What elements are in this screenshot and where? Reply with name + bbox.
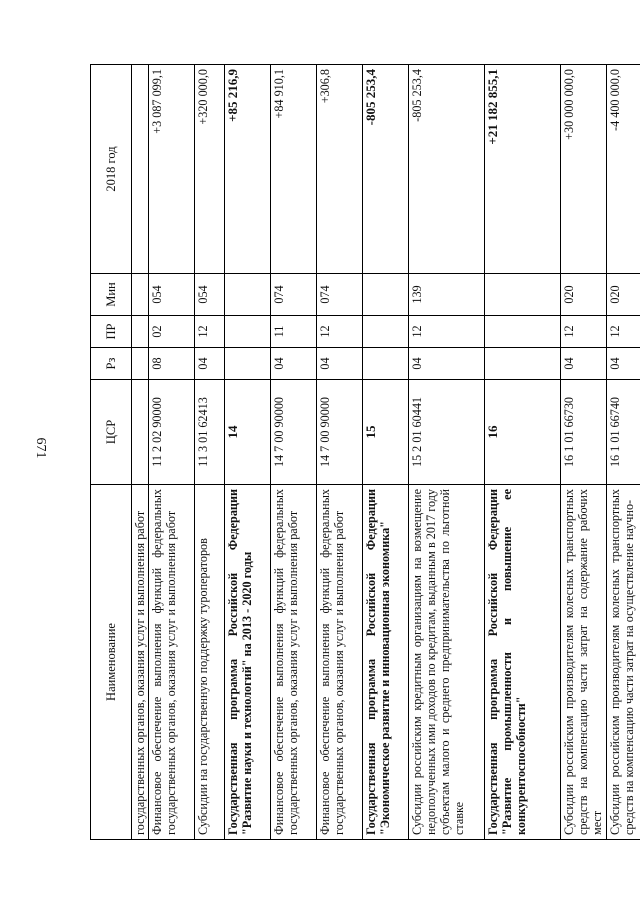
cell-min <box>271 274 317 316</box>
cell-pr-text: 11 <box>272 325 287 338</box>
cell-value <box>317 65 363 274</box>
header-year: 2018 год <box>91 65 132 274</box>
cell-csr-text: 15 2 01 60441 <box>410 396 425 468</box>
table-row <box>485 65 561 840</box>
cell-min-text: 139 <box>410 285 425 304</box>
cell-min-text <box>225 274 227 315</box>
table-row <box>409 65 485 840</box>
cell-value-text <box>132 65 134 273</box>
cell-csr-text: 15 <box>363 425 379 439</box>
cell-pr-text <box>363 316 365 347</box>
cell-name-text: Субсидии на государственную поддержку туроператоров <box>196 538 211 835</box>
cell-pr <box>561 316 607 348</box>
header-min: Мин <box>91 274 132 316</box>
cell-rz-text: 04 <box>410 357 425 370</box>
cell-name-text: Финансовое обеспечение выполнения функций федеральных государственных органов, оказания услуг и выполнения работ <box>272 489 301 835</box>
cell-min-text: 054 <box>150 285 165 304</box>
cell-rz <box>317 348 363 380</box>
cell-csr-text: 14 <box>225 425 241 439</box>
cell-pr-text: 12 <box>410 325 425 338</box>
table-row <box>363 65 409 840</box>
cell-name <box>225 485 271 840</box>
cell-rz <box>132 348 149 380</box>
cell-rz-text <box>225 348 227 379</box>
cell-pr <box>607 316 640 348</box>
cell-min-text: 074 <box>318 285 333 304</box>
table-row <box>271 65 317 840</box>
cell-min-text: 020 <box>562 285 577 304</box>
cell-value <box>561 65 607 274</box>
cell-value-text: +320 000,0 <box>196 69 211 125</box>
cell-min-text: 020 <box>608 285 623 304</box>
cell-pr-text: 02 <box>150 325 165 338</box>
cell-name-text: Государственная программа Российской Федерации "Экономическое развитие и инновационная экономика" <box>364 489 393 835</box>
cell-name <box>485 485 561 840</box>
cell-pr-text: 12 <box>608 325 623 338</box>
cell-pr-text <box>485 316 487 347</box>
cell-csr <box>317 380 363 485</box>
cell-name <box>363 485 409 840</box>
cell-value <box>607 65 640 274</box>
cell-pr <box>363 316 409 348</box>
table-row <box>607 65 640 840</box>
cell-name <box>195 485 225 840</box>
cell-value-text: +30 000 000,0 <box>562 69 577 140</box>
cell-name-text: Субсидии российским производителям колесных транспортных средств на компенсацию части затрат на осуществление научно- <box>608 489 637 835</box>
cell-value <box>363 65 409 274</box>
cell-csr <box>225 380 271 485</box>
cell-csr-text <box>132 380 134 484</box>
cell-value <box>271 65 317 274</box>
cell-rz-text: 04 <box>272 357 287 370</box>
table-row <box>149 65 195 840</box>
cell-name-text: Субсидии российским производителям колесных транспортных средств на компенсацию части затрат на содержание рабочих мест <box>562 489 605 835</box>
cell-csr-text: 16 1 01 66730 <box>562 396 577 468</box>
cell-rz-text <box>485 348 487 379</box>
cell-name <box>317 485 363 840</box>
cell-rz <box>409 348 485 380</box>
cell-pr <box>195 316 225 348</box>
cell-value-text: +84 910,1 <box>272 69 287 119</box>
header-row <box>91 65 132 840</box>
cell-value <box>195 65 225 274</box>
cell-csr <box>271 380 317 485</box>
cell-value-text: +85 216,9 <box>225 69 241 122</box>
header-pr: ПР <box>91 316 132 348</box>
cell-value-text: +21 182 855,1 <box>485 69 501 145</box>
cell-pr-text: 12 <box>196 325 211 338</box>
cell-rz-text <box>363 348 365 379</box>
cell-csr <box>561 380 607 485</box>
cell-csr-text: 11 2 02 90000 <box>150 397 165 467</box>
table-row <box>225 65 271 840</box>
cell-csr-text: 14 7 00 90000 <box>272 396 287 468</box>
table-row <box>561 65 607 840</box>
cell-csr <box>409 380 485 485</box>
cell-name <box>561 485 607 840</box>
cell-name <box>149 485 195 840</box>
cell-value-text: +3 087 099,1 <box>150 69 165 134</box>
cell-name-text: государственных органов, оказания услуг и выполнения работ <box>133 510 147 835</box>
cell-rz <box>561 348 607 380</box>
cell-pr-text <box>132 316 134 347</box>
cell-value <box>409 65 485 274</box>
table-row <box>317 65 363 840</box>
cell-value <box>485 65 561 274</box>
budget-table <box>90 64 640 840</box>
cell-csr <box>149 380 195 485</box>
cell-min <box>149 274 195 316</box>
cell-pr-text: 12 <box>318 325 333 338</box>
cell-min <box>195 274 225 316</box>
page-number: 671 <box>33 437 48 459</box>
cell-pr <box>149 316 195 348</box>
cell-min <box>561 274 607 316</box>
table-row <box>195 65 225 840</box>
cell-rz-text <box>132 348 134 379</box>
cell-value-text: +306,8 <box>318 69 333 104</box>
budget-table-container <box>90 65 637 840</box>
cell-csr <box>363 380 409 485</box>
cell-min-text <box>363 274 365 315</box>
table-row <box>132 65 149 840</box>
cell-min-text <box>132 274 134 315</box>
cell-pr-text: 12 <box>562 325 577 338</box>
cell-pr <box>132 316 149 348</box>
cell-rz <box>271 348 317 380</box>
cell-name-text: Государственная программа Российской Федерации "Развитие науки и технологий" на 2013 - 2020 годы <box>226 489 255 835</box>
cell-pr <box>317 316 363 348</box>
cell-value <box>225 65 271 274</box>
cell-rz <box>607 348 640 380</box>
cell-rz-text: 04 <box>562 357 577 370</box>
cell-rz-text: 04 <box>196 357 211 370</box>
cell-value <box>149 65 195 274</box>
cell-min <box>225 274 271 316</box>
cell-csr-text: 16 1 01 66740 <box>608 396 623 468</box>
cell-csr <box>195 380 225 485</box>
cell-min-text: 074 <box>272 285 287 304</box>
cell-pr <box>225 316 271 348</box>
cell-pr <box>485 316 561 348</box>
cell-rz <box>225 348 271 380</box>
cell-rz <box>485 348 561 380</box>
cell-csr-text: 16 <box>485 425 501 439</box>
cell-pr <box>271 316 317 348</box>
cell-csr-text: 11 3 01 62413 <box>196 397 211 467</box>
cell-name <box>132 485 149 840</box>
cell-rz <box>363 348 409 380</box>
cell-name <box>271 485 317 840</box>
cell-min <box>363 274 409 316</box>
cell-rz-text: 04 <box>608 357 623 370</box>
cell-min-text: 054 <box>196 285 211 304</box>
cell-rz-text: 04 <box>318 357 333 370</box>
cell-value-text: -805 253,4 <box>363 69 379 126</box>
cell-rz <box>149 348 195 380</box>
cell-min <box>607 274 640 316</box>
cell-rz <box>195 348 225 380</box>
cell-name-text: Субсидии российским кредитным организациям на возмещение недополученных ими доходов по кредитам, выданным в 2017 году субъектам малого и среднего предпринимательства по льготной ставке <box>410 489 467 835</box>
cell-name <box>607 485 640 840</box>
cell-name-text: Финансовое обеспечение выполнения функций федеральных государственных органов, оказания услуг и выполнения работ <box>150 489 179 835</box>
cell-value-text: -4 400 000,0 <box>608 69 623 131</box>
cell-value-text: -805 253,4 <box>410 69 425 122</box>
cell-rz-text: 08 <box>150 357 165 370</box>
cell-name-text: Государственная программа Российской Федерации "Развитие промышленности и повышение ее конкурентоспособности" <box>486 489 529 835</box>
cell-pr <box>409 316 485 348</box>
cell-min <box>317 274 363 316</box>
header-csr: ЦСР <box>91 380 132 485</box>
cell-min <box>132 274 149 316</box>
cell-min <box>409 274 485 316</box>
cell-csr-text: 14 7 00 90000 <box>318 396 333 468</box>
cell-pr-text <box>225 316 227 347</box>
cell-csr <box>607 380 640 485</box>
cell-name-text: Финансовое обеспечение выполнения функций федеральных государственных органов, оказания услуг и выполнения работ <box>318 489 347 835</box>
cell-min <box>485 274 561 316</box>
header-rz: Рз <box>91 348 132 380</box>
cell-value <box>132 65 149 274</box>
cell-name <box>409 485 485 840</box>
cell-csr <box>485 380 561 485</box>
cell-csr <box>132 380 149 485</box>
cell-min-text <box>485 274 487 315</box>
header-name: Наименование <box>91 485 132 840</box>
